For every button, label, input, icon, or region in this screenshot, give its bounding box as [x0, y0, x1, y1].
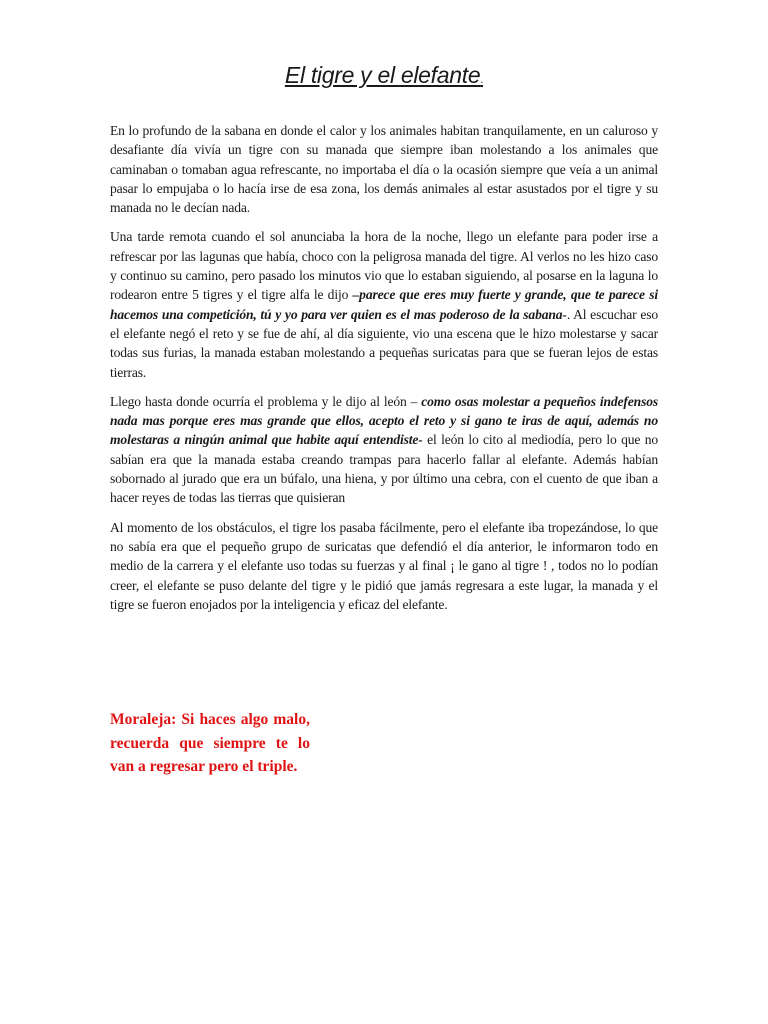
story-title [0, 62, 768, 89]
paragraph-2-narration: Una tarde remota cuando el sol anunciaba la hora de la noche, llego un elefante para poder irse a refrescar por las lagunas que había, choco con la peligrosa manada del tigre. Al verlos no les hizo caso y continuo su camino, pero pasado los minutos vio que lo estaban siguiendo, al posarse en la laguna lo rodearon entre 5 tigres y el tigre alfa le dijo [110, 229, 658, 303]
tiger-dialogue: –parece que eres muy fuerte y grande, que te parece si hacemos una competición, tú y yo para ver quien es el mas poderoso de la sabana- [110, 287, 658, 322]
paragraph-1: En lo profundo de la sabana en donde el calor y los animales habitan tranquilamente, en un caluroso y desafiante día vivía un tigre con su manada que siempre iban molestando a los animales que caminaban o tomaban agua refrescante, no importaba el día o la ocasión siempre que veía a un animal pasar lo empujaba o lo hacía irse de esa zona, los demás animales al estar asustados por el tigre y su manada no le decían nada. [110, 123, 658, 216]
title-text: El tigre y el elefante [284, 62, 481, 88]
elephant-dialogue: como osas molestar a pequeños indefensos nada mas porque eres mas grande que ellos, acepto el reto y si gano te iras de aquí, además no molestaras a ningún animal que habite aquí entendiste- [110, 393, 658, 448]
story-body [110, 121, 658, 624]
paragraph-2 [110, 227, 658, 381]
paragraph-3-continuation: el león lo cito al mediodía, pero lo que no sabían era que la manada estaba creando trampas para hacerlo fallar al elefante. Además habían sobornado al jurado que era un búfalo, una hiena, y por último una cebra, con el cuento de que iban a hacer reyes de todas las tierras que quisieran [110, 432, 658, 506]
paragraph-3 [110, 392, 658, 508]
paragraph-2-continuation: . Al escuchar eso el elefante negó el reto y se fue de ahí, al día siguiente, vio una escena que le hizo molestarse y sacar todas sus furias, la manada estaban molestando a pequeñas suricatas para que se fueran lejos de estas tierras. [110, 306, 658, 380]
paragraph-4: Al momento de los obstáculos, el tigre los pasaba fácilmente, pero el elefante iba tropezándose, lo que no sabía era que el pequeño grupo de suricatas que defendió el día anterior, le informaron todo en medio de la carrera y el elefante uso todas su fuerzas y al final ¡ le gano al tigre ! , todos no lo podían creer, el elefante se puso delante del tigre y le pidió que jamás regresara a este lugar, la manada y el tigre se fueron enojados por la inteligencia y eficaz del elefante. [110, 519, 658, 612]
title-period: . [480, 74, 484, 86]
paragraph-3-narration: Llego hasta donde ocurría el problema y le dijo al león – [110, 393, 422, 409]
moral-text: Moraleja: Si haces algo malo, recuerda que siempre te lo van a regresar pero el triple. [110, 711, 310, 775]
